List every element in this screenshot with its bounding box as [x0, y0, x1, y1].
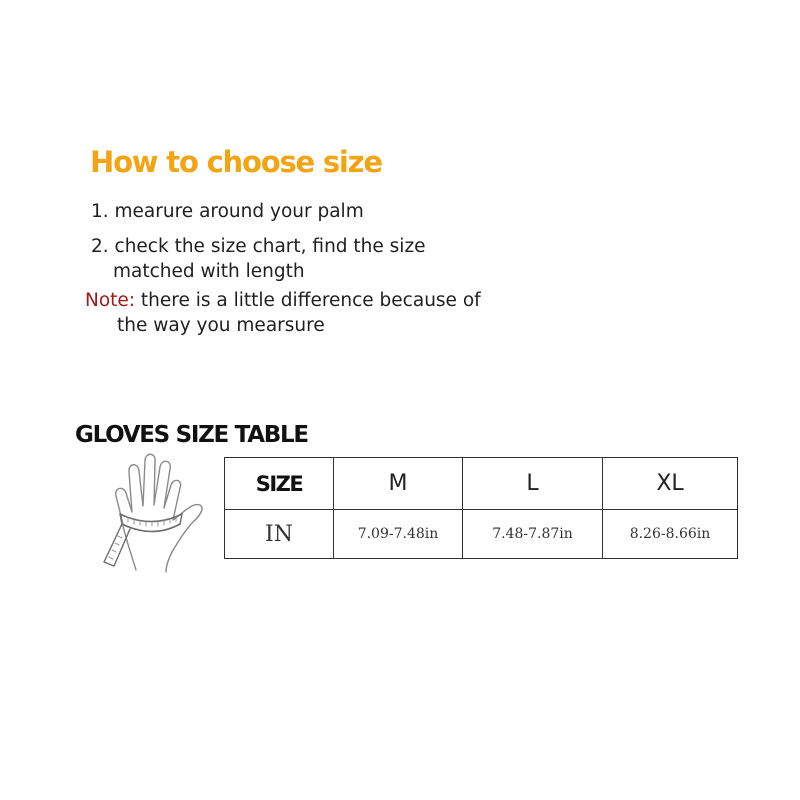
- table-cell: 7.48-7.87in: [463, 510, 603, 559]
- table-cell-unit: IN: [225, 510, 334, 559]
- table-header-cell: XL: [603, 458, 738, 510]
- table-header-cell: L: [463, 458, 603, 510]
- guide-title: How to choose size: [90, 145, 382, 179]
- table-cell: 8.26-8.66in: [603, 510, 738, 559]
- size-table: [224, 457, 738, 559]
- hand-measuring-tape-icon: [96, 450, 211, 575]
- size-table-title: GLOVES SIZE TABLE: [75, 422, 308, 448]
- step-1-text: 1. mearure around your palm: [91, 201, 364, 222]
- table-row: [225, 510, 738, 559]
- table-header-cell: SIZE: [225, 458, 334, 510]
- step-2-continuation: matched with length: [113, 261, 305, 282]
- table-cell: 7.09-7.48in: [334, 510, 463, 559]
- note-continuation: the way you mearsure: [117, 315, 325, 336]
- table-header-row: [225, 458, 738, 510]
- step-2-text: 2. check the size chart, find the size: [91, 236, 426, 257]
- note-line-1: there is a little difference because of: [140, 290, 481, 311]
- note-text: [85, 288, 481, 313]
- note-label: Note:: [85, 290, 136, 311]
- table-header-cell: M: [334, 458, 463, 510]
